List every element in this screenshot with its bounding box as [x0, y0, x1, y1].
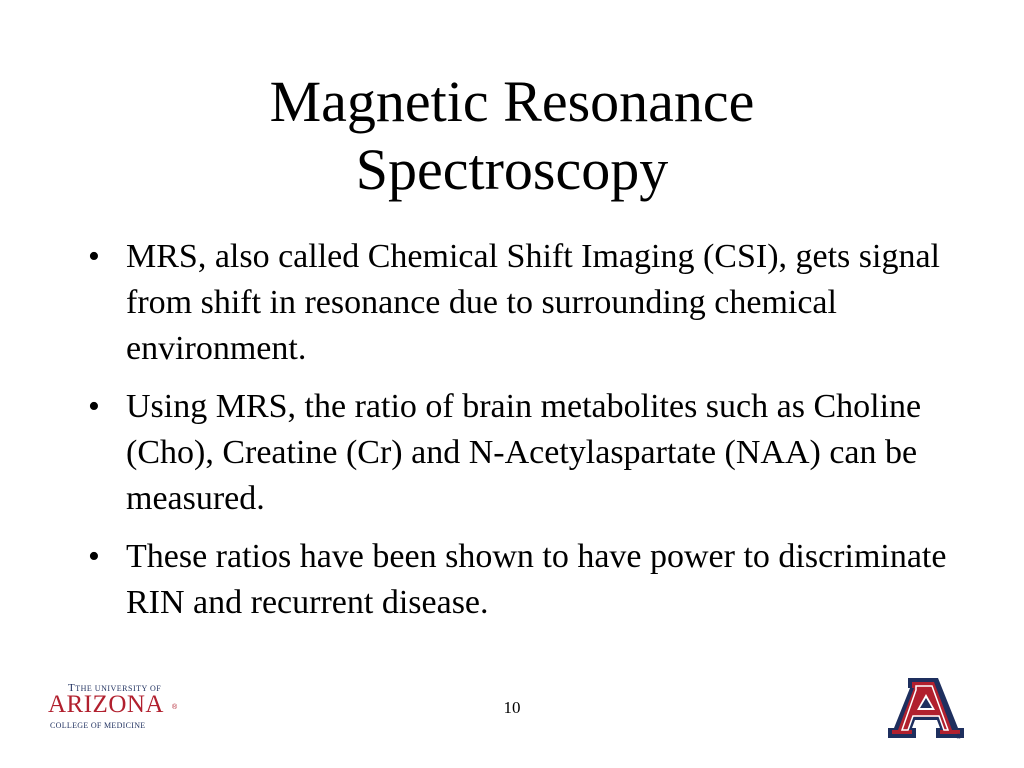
- bullet-item: [88, 384, 968, 522]
- slide-title-line-1: Magnetic Resonance: [269, 69, 755, 134]
- registered-mark: ®: [172, 704, 178, 711]
- bullet-text: MRS, also called Chemical Shift Imaging (CSI), gets signal from shift in resonance due to surrounding chemical environment.: [126, 238, 941, 367]
- block-a-logo-svg: [886, 678, 966, 740]
- bullet-symbol: •: [88, 238, 100, 275]
- logo-line-arizona: [48, 692, 164, 718]
- slide-title: [0, 68, 1024, 204]
- bullet-text: Using MRS, the ratio of brain metabolites such as Choline (Cho), Creatine (Cr) and N-Acetylaspartate (NAA) can be measured.: [126, 388, 922, 517]
- logo-text: THE UNIVERSITY OF: [75, 684, 162, 693]
- logo-line-college-of-medicine: [50, 720, 145, 730]
- page-number: 10: [503, 698, 521, 717]
- bullet-text: These ratios have been shown to have power to discriminate RIN and recurrent disease.: [126, 538, 947, 621]
- logo-text: COLLEGE OF MEDICINE: [50, 721, 146, 730]
- bullet-item: [88, 234, 968, 372]
- slide-title-line-2: Spectroscopy: [355, 137, 669, 202]
- bullet-item: [88, 534, 968, 626]
- block-a-logo-icon: [886, 678, 966, 740]
- registered-mark: ®: [956, 734, 962, 740]
- bullet-symbol: •: [88, 388, 100, 425]
- bullet-symbol: •: [88, 538, 100, 575]
- logo-text: ARIZONA: [48, 691, 164, 718]
- university-of-arizona-logo: [48, 680, 188, 736]
- logo-line-university-of: TTHE UNIVERSITY OF: [68, 682, 162, 694]
- bullet-list: [88, 234, 968, 638]
